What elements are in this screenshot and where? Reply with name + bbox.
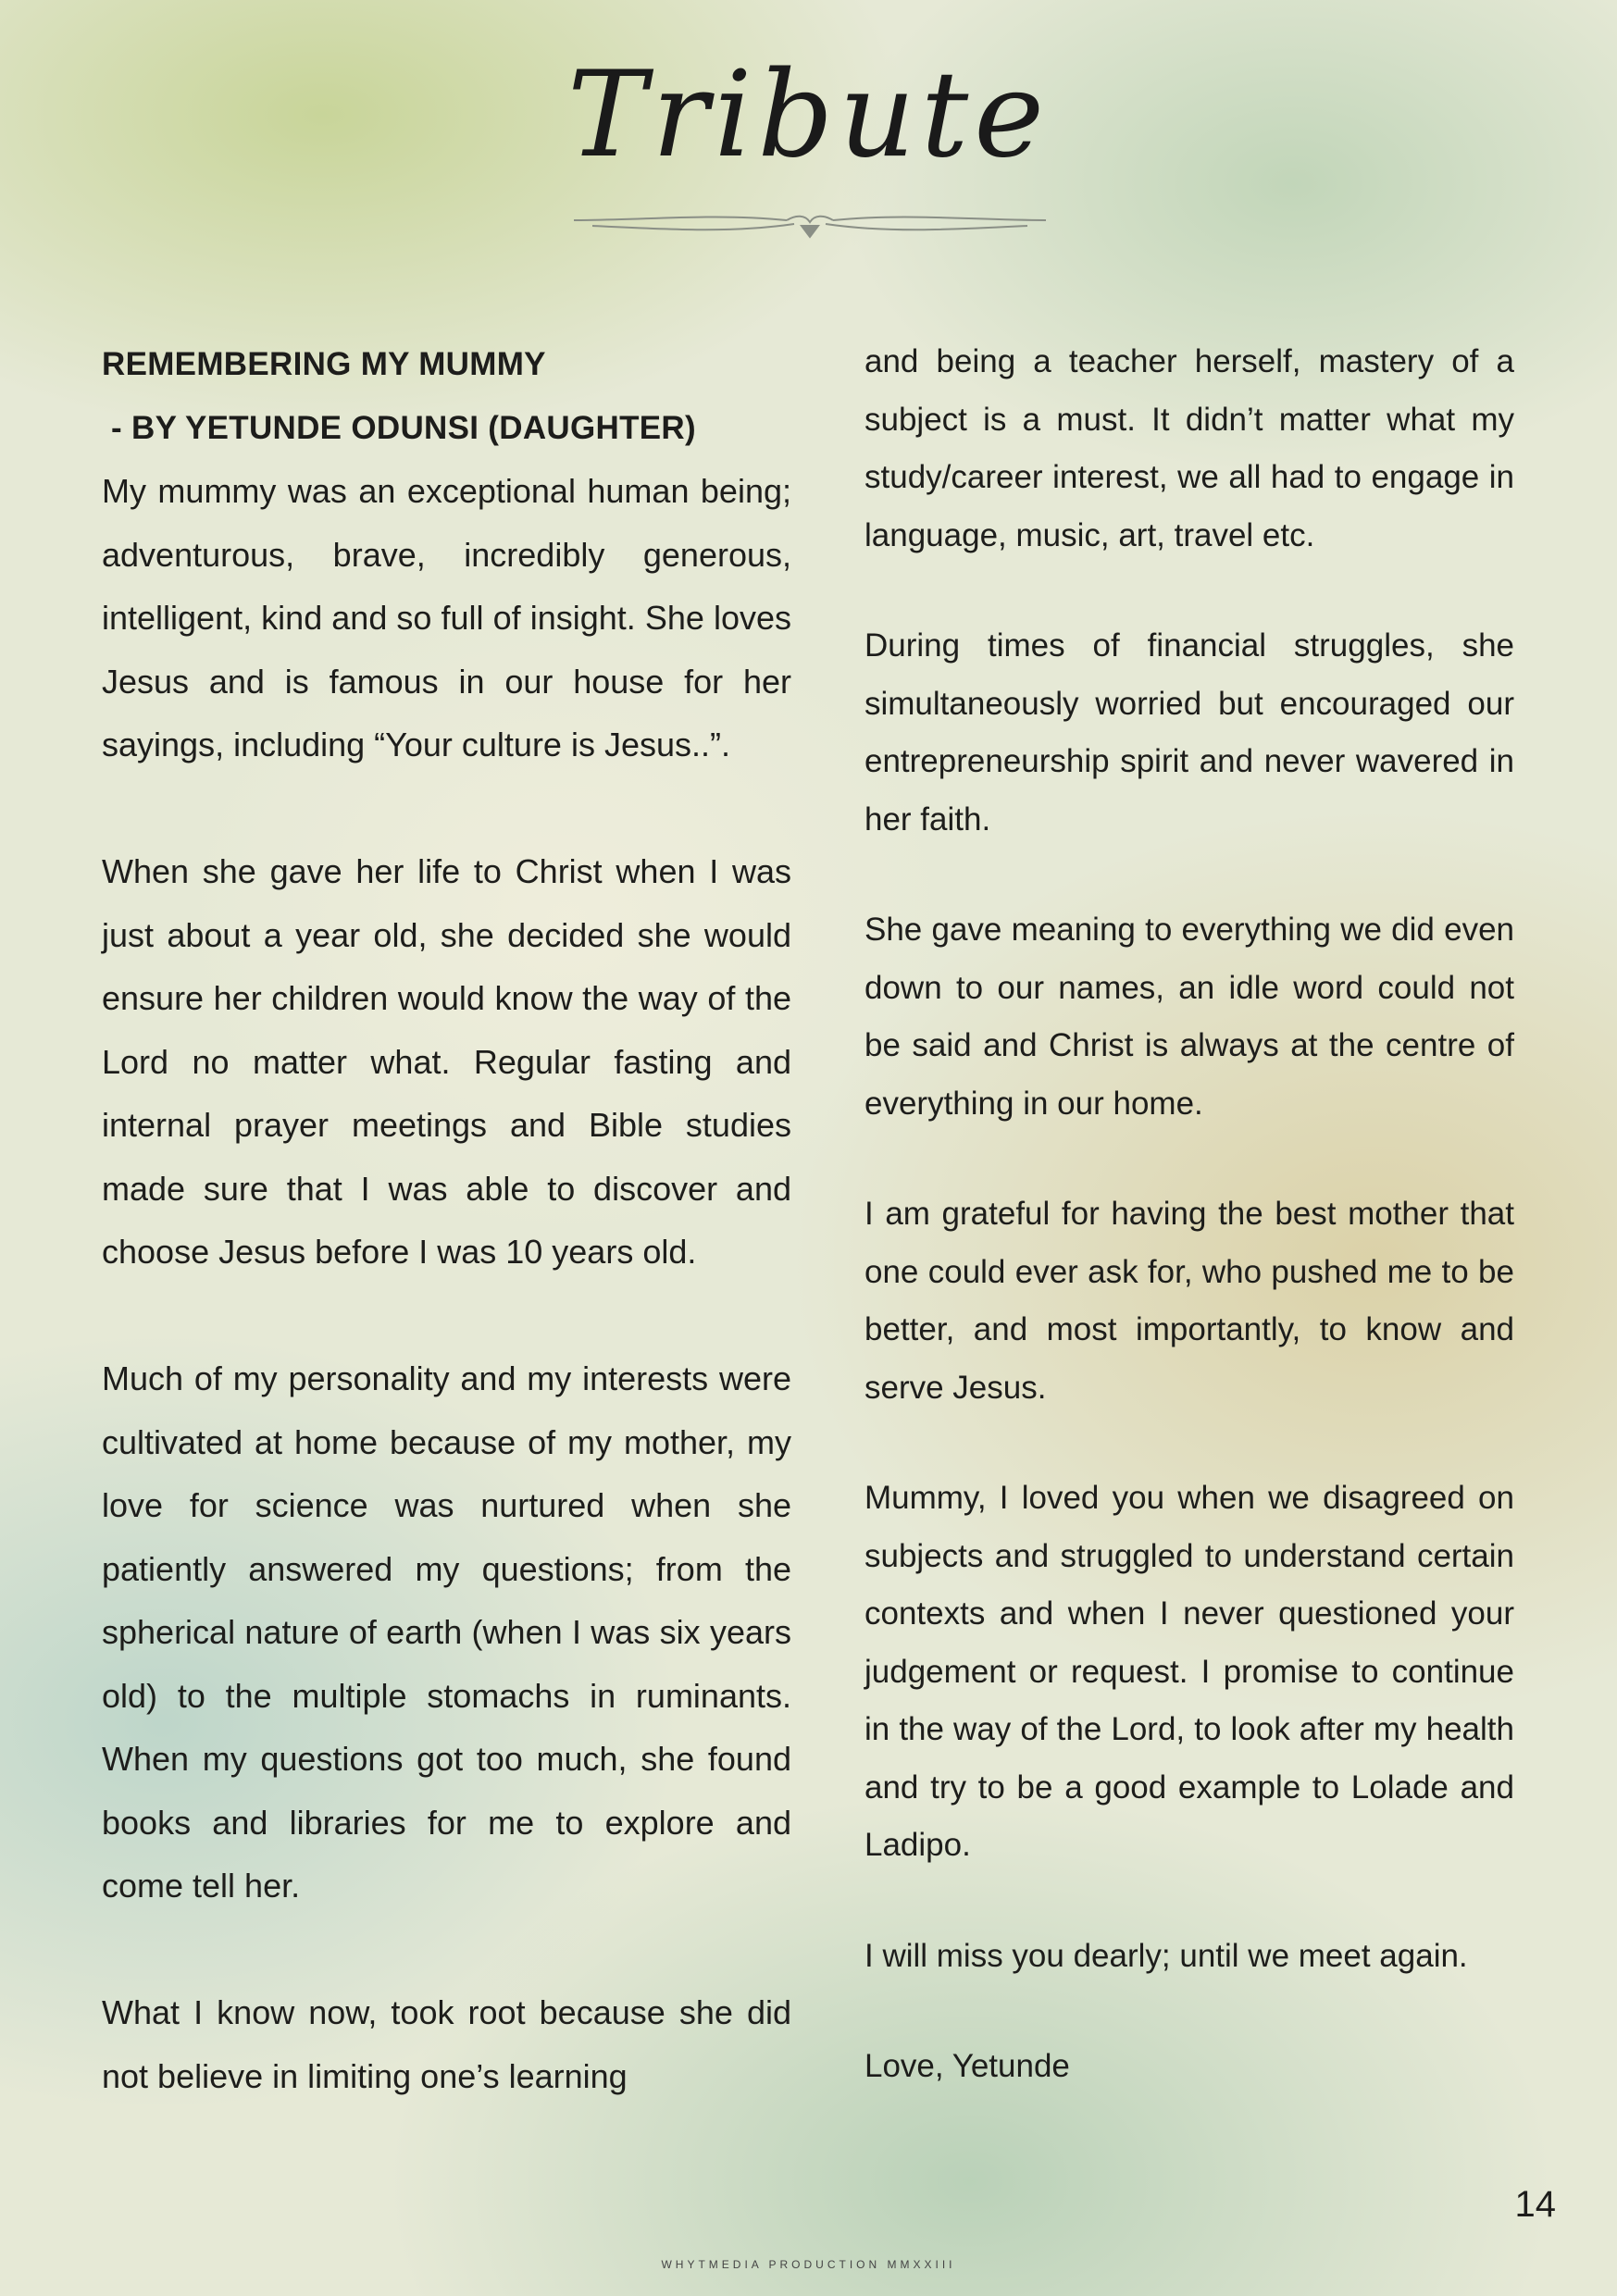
paragraph: and being a teacher herself, mastery of a subject is a must. It didn’t matter what my study/career interest, we all had to engage in language, music, art, travel etc. — [864, 343, 1514, 553]
heading-line: REMEMBERING MY MUMMY — [102, 346, 546, 382]
paragraph: My mummy was an exceptional human being; adventurous, brave, incredibly generous, intelligent, kind and so full of insight. She loves Jesus and is famous in our house for her sayings, including “Your culture is Jesus..”. — [102, 472, 791, 763]
paragraph: I will miss you dearly; until we meet again. — [864, 1937, 1468, 1974]
paragraph: During times of financial struggles, she simultaneously worried but encouraged our entrepreneurship spirit and never wavered in her faith. — [864, 627, 1514, 838]
left-column — [102, 333, 791, 2108]
page-number: 14 — [1514, 2184, 1556, 2225]
paragraph: Mummy, I loved you when we disagreed on subjects and struggled to understand certain contexts and when I never questioned your judgement or request. I promise to continue in the way of the Lord, to look after my health and try to be a good example to Lolade and Ladipo. — [864, 1480, 1514, 1863]
paragraph: I am grateful for having the best mother that one could ever ask for, who pushed me to be better, and most importantly, to know and serve Jesus. — [864, 1196, 1514, 1406]
signature-line: Love, Yetunde — [864, 2048, 1070, 2084]
paragraph: What I know now, took root because she did not believe in limiting one’s learning — [102, 1993, 791, 2095]
page-title: Tribute — [566, 46, 1051, 184]
footer-credit: WHYTMEDIA PRODUCTION MMXXIII — [661, 2258, 956, 2271]
right-column — [864, 333, 1514, 2096]
paragraph: When she gave her life to Christ when I was just about a year old, she decided she would ensure her children would know the way of the Lord no matter what. Regular fasting and internal prayer meetings and Bible studies made sure that I was able to discover and choose Jesus before I was 10 years old. — [102, 852, 791, 1271]
heading-byline: - BY YETUNDE ODUNSI (DAUGHTER) — [102, 409, 696, 446]
flourish-divider-icon — [574, 205, 1046, 252]
paragraph: Much of my personality and my interests were cultivated at home because of my mother, my love for science was nurtured when she patiently answered my questions; from the spherical nature of earth (when I was six years old) to the multiple stomachs in ruminants. When my questions got too much, she found books and libraries for me to explore and come tell her. — [102, 1359, 791, 1905]
article-heading — [102, 333, 791, 460]
paragraph: She gave meaning to everything we did even down to our names, an idle word could not be said and Christ is always at the centre of everything in our home. — [864, 912, 1514, 1122]
